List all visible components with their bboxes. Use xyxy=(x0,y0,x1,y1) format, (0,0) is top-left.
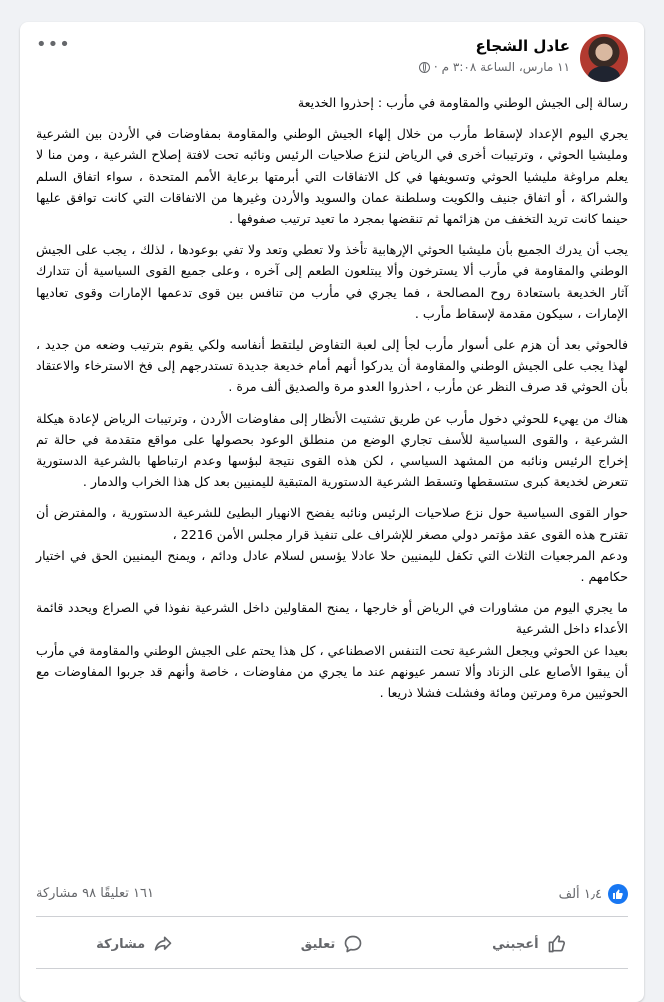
reactions-summary[interactable] xyxy=(559,884,628,904)
comments-section xyxy=(36,972,628,1002)
divider xyxy=(36,916,628,917)
like-button[interactable] xyxy=(431,926,628,962)
comment-icon xyxy=(343,934,363,954)
comments-shares-count[interactable]: ١٦١ تعليقًا ٩٨ مشاركة xyxy=(36,886,154,901)
author-name[interactable]: عادل الشجاع xyxy=(475,37,570,55)
post-paragraph: يجري اليوم الإعداد لإسقاط مأرب من خلال إلهاء الجيش الوطني والمقاومة بمفاوضات في الأردن بين الشرعية ومليشيا الحوثي ، وترتيبات أخرى في الرياض لنزع صلاحيات الرئيس ونائبه تحت لافتة إصلاح الشرعية ، ومن منا لا يعلم مراوغة مليشيا الحوثي وتسويفها في كل الاتفاقات التي أبرمتها برعاية الأمم المتحدة ، سواء اتفاق السلم والشراكة ، أو اتفاق جنيف والكويت وسلطنة عمان والسويد والأردن وغيرها من الاتفاقات التي كانت توافق عليها حينما كانت تريد التخفف من هزائمها ثم تنقضها بمجرد ما تعيد ترتيب صفوفها . xyxy=(36,126,628,227)
post-card xyxy=(20,22,644,1002)
post-header xyxy=(36,34,628,84)
post-paragraph: رسالة إلى الجيش الوطني والمقاومة في مأرب : إحذروا الخديعة xyxy=(297,95,628,110)
meta-separator: · xyxy=(433,60,438,74)
share-button[interactable] xyxy=(36,926,233,962)
post-paragraph: هناك من يهيء للحوثي دخول مأرب عن طريق تشتيت الأنظار إلى مفاوضات الأردن ، وترتيبات الرياض لإعادة هيكلة الشرعية ، والقوى السياسية للأسف تجاري الوضع من منطلق الوعود بحصولها على مواقع متقدمة في حالة تم إخراج الرئيس ونائبه من المشهد السياسي ، لكن هذه القوى نتيجة لبؤسها وعدم ارتباطها بالشرعية الدستورية تتعرض لخديعة كبرى ستسقطها وتسقط الشرعية الدستورية المتبقية لليمنيين بعد كل هذا الخراب والدمار . xyxy=(36,410,628,490)
post-paragraph: فالحوثي بعد أن هزم على أسوار مأرب لجأ إلى لعبة التفاوض ليلتقط أنفاسه ولكي يقوم بترتيب وضعه من جديد ، لهذا يجب على الجيش الوطني والمقاومة أن يدركوا أنهم أمام خديعة جديدة تستدرجهم إلى فخ الاسترخاء والاعتقاد بأن الحوثي قد صرف النظر عن مأرب ، احذروا العدو مرة والصديق ألف مرة . xyxy=(36,337,628,395)
divider xyxy=(36,968,628,969)
comment-label: تعليق xyxy=(300,936,336,952)
comment-button[interactable] xyxy=(233,926,430,962)
thumbs-up-icon xyxy=(547,934,567,954)
more-options-button[interactable]: ••• xyxy=(36,34,71,55)
post-paragraph: ما يجري اليوم من مشاورات في الرياض أو خارجها ، يمنح المقاولين داخل الشرعية نفوذا في الصراع ويحدد قائمة الأعداء داخل الشرعية بعيدا عن الحوثي ويجعل الشرعية تحت التنفس الاصطناعي ، كل هذا يحتم على الجيش الوطني والمقاومة في مأرب أن يبقوا الأصابع على الزناد وألا تسمر عيونهم عند ما يجري من مفاوضات ، خاصة وأنهم قد جربوا المفاوضات مع الحوثيين مرة ومرتين ومائة وفشلت فشلا ذريعا . xyxy=(36,600,628,701)
post-timestamp[interactable]: ١١ مارس، الساعة ٣:٠٨ م xyxy=(441,60,570,74)
post-actions xyxy=(36,926,628,962)
post-paragraph: حوار القوى السياسية حول نزع صلاحيات الرئيس ونائبه يفضح الانهيار البطيئ للشرعية الدستورية ، والمفترض أن تقترح هذه القوى عقد مؤتمر دولي مصغر للإشراف على تنفيذ قرار مجلس الأمن 2216 ، ودعم المرجعيات الثلاث التي تكفل لليمنيين حلا عادلا يؤسس لسلام عادل ودائم ، ويمنح اليمنيين الحق في اختيار حكامهم . xyxy=(36,505,628,585)
avatar[interactable] xyxy=(580,34,628,82)
globe-icon[interactable] xyxy=(419,62,430,73)
share-icon xyxy=(153,934,173,954)
post-meta xyxy=(419,60,570,74)
post-paragraph: يجب أن يدرك الجميع بأن مليشيا الحوثي الإرهابية تأخذ ولا تعطي وتعد ولا تفي بوعودها ، لذلك ، يجب على الجيش الوطني والمقاومة في مأرب ألا يسترخون وألا يبتلعون الطعم إلى آخره ، وعلى جميع القوى السياسية أن تتدارك آثار الخديعة باستعادة روح المصالحة ، فما يجري في مأرب من تنافس بين قوى تدعمها الإمارات وقوى تعاديها الإمارات ، سيكون مقدمة لإسقاط مأرب . xyxy=(36,242,628,321)
share-label: مشاركة xyxy=(96,936,146,952)
likes-count: ١٫٤ ألف xyxy=(558,886,602,902)
like-reaction-icon xyxy=(608,884,628,904)
post-body xyxy=(36,92,628,713)
like-label: أعجبني xyxy=(492,936,539,952)
post-stats xyxy=(36,880,628,908)
